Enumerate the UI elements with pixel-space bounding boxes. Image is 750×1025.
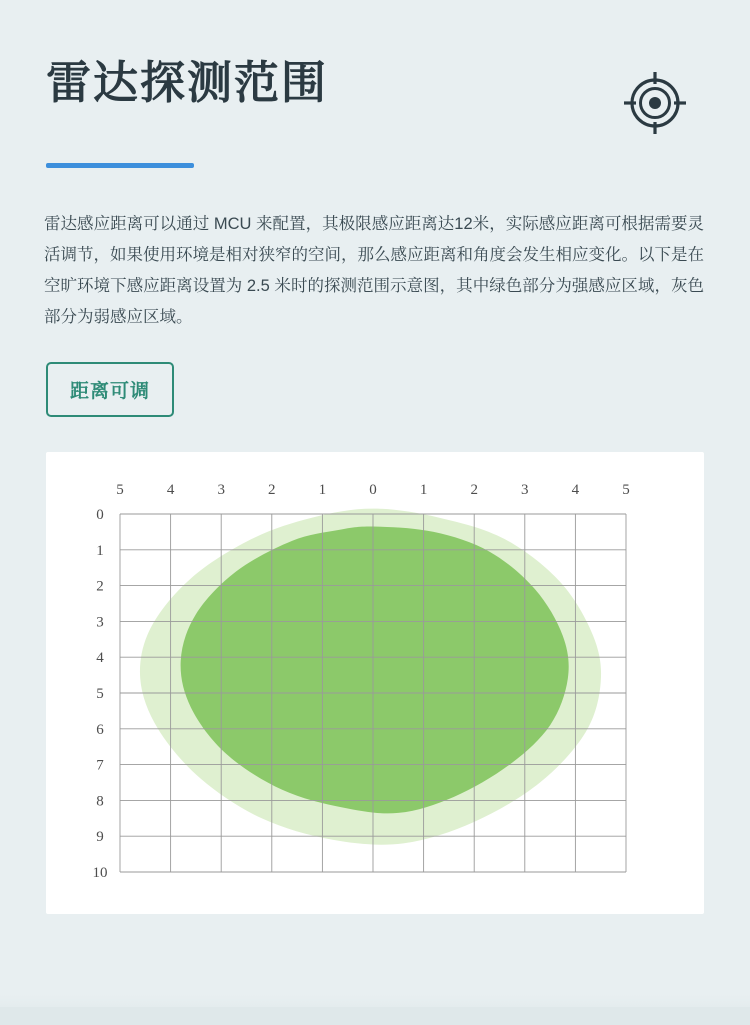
chart-grid [120,514,626,872]
target-icon [624,72,686,134]
chart-canvas [46,452,704,914]
svg-text:0: 0 [369,482,377,498]
svg-text:3: 3 [217,482,225,498]
svg-text:2: 2 [268,482,276,498]
svg-text:3: 3 [96,614,104,631]
svg-text:1: 1 [419,482,428,498]
svg-text:8: 8 [96,793,104,810]
svg-text:1: 1 [96,542,104,559]
status-badge-label: 距离可调 [70,381,151,402]
svg-text:4: 4 [166,482,175,498]
footer-strip [0,1007,750,1025]
svg-text:7: 7 [96,757,104,774]
svg-text:6: 6 [96,721,104,738]
svg-text:0: 0 [96,507,104,523]
svg-text:10: 10 [92,865,108,881]
svg-text:2: 2 [470,482,478,498]
svg-text:4: 4 [96,650,104,667]
status-badge [46,362,174,417]
svg-text:4: 4 [571,482,580,498]
page-title: 雷达探测范围 [46,57,329,108]
svg-text:5: 5 [622,482,630,498]
svg-text:9: 9 [96,829,104,846]
header [46,58,704,134]
svg-text:5: 5 [116,482,124,498]
accent-divider [46,163,194,168]
svg-text:5: 5 [96,686,104,702]
radar-range-chart [46,452,704,914]
svg-text:3: 3 [521,482,529,498]
svg-text:2: 2 [96,578,104,595]
description-text: 雷达感应距离可以通过 MCU 来配置，其极限感应距离达12米，实际感应距离可根据需要灵活调节，如果使用环境是相对狭窄的空间，那么感应距离和角度会发生相应变化。以下是在空旷环境下感应距离设置为 2.5 米时的探测范围示意图，其中绿色部分为强感应区域，灰色部分为弱感应区域。 [44,214,704,326]
svg-text:1: 1 [318,482,327,498]
